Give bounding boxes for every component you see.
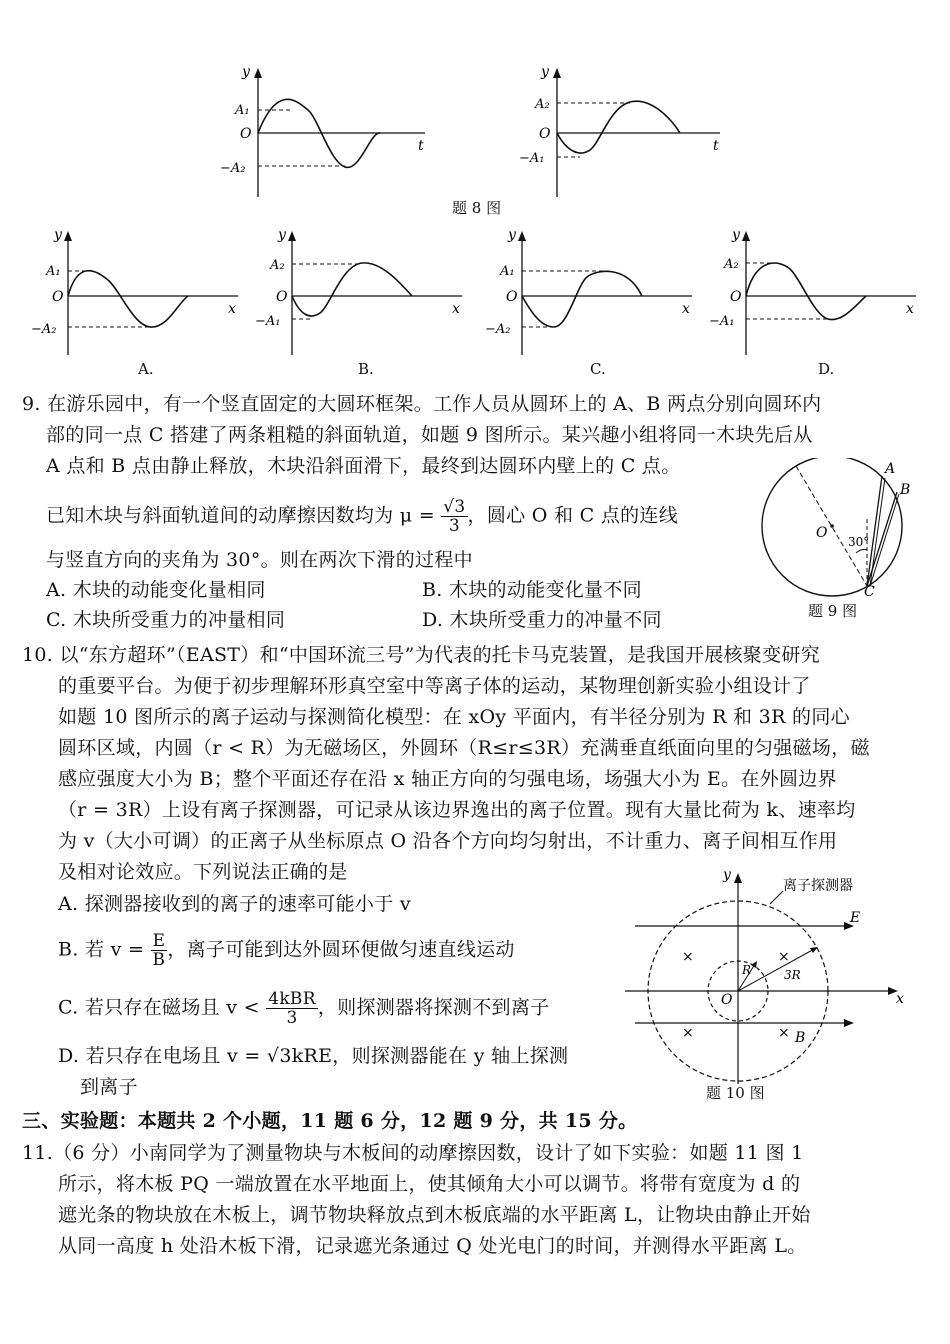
q10-option-b-post: ，离子可能到达外圆环便做匀速直线运动 (167, 938, 515, 961)
axis-y-label: y (508, 227, 516, 243)
q10-line-1: 10. 以“东方超环”（EAST）和“中国环流三号”为代表的托卡马克装置，是我国开展核聚变研究 (22, 644, 820, 666)
fig8-caption: 题 8 图 (452, 199, 502, 217)
q10-option-c-pre: C. 若只存在磁场且 v < (58, 996, 260, 1019)
axis-x-label: x (452, 301, 460, 317)
amp-pos-label: A₂ (724, 257, 739, 272)
origin-label: O (240, 126, 252, 142)
option-a-letter: A. (138, 360, 154, 378)
q11-line-1: 11.（6 分）小南同学为了测量物块与木板间的动摩擦因数，设计了如下实验：如题 11 图 1 (22, 1142, 804, 1164)
fig10-detector-label: 离子探测器 (783, 878, 853, 894)
amp-neg-label: −A₂ (220, 161, 246, 176)
cross-mark-icon: × (682, 1025, 694, 1041)
amp-pos-label: A₁ (500, 264, 515, 279)
q10-option-d-line-2: 到离子 (80, 1076, 138, 1098)
amp-pos-label: A₂ (270, 258, 285, 273)
fig10-caption: 题 10 图 (706, 1084, 765, 1102)
axis-t-label: t (418, 138, 424, 154)
q9-line-5: 与竖直方向的夹角为 30°。则在两次下滑的过程中 (46, 549, 473, 571)
mu-fraction (441, 498, 467, 535)
mu-denominator: 3 (448, 516, 460, 536)
fig9-B-label: B (900, 482, 911, 498)
section-3-heading: 三、实验题：本题共 2 个小题，11 题 6 分，12 题 9 分，共 15 分。 (22, 1110, 638, 1132)
option-c-letter: C. (590, 360, 606, 378)
fig10-ion-detector-diagram (620, 864, 910, 1086)
amp-neg-label: −A₁ (519, 151, 545, 166)
optB-numerator: E (151, 932, 168, 951)
amp-neg-label: −A₂ (485, 322, 511, 337)
fig10-O-label: O (721, 992, 733, 1008)
origin-label: O (276, 289, 288, 305)
origin-label: O (506, 289, 518, 305)
optC-numerator: 4kBR (268, 989, 316, 1009)
fig10-y-label: y (723, 867, 731, 883)
q9-line-4 (46, 498, 678, 535)
q10-line-6: （r = 3R）上设有离子探测器，可记录从该边界逸出的离子位置。现有大量比荷为 k、速率均 (58, 799, 856, 821)
mu-numerator: √3 (443, 497, 466, 517)
q10-line-5: 感应强度大小为 B；整个平面还存在沿 x 轴正方向的匀强电场，场强大小为 E。在外圆边界 (58, 768, 837, 790)
axis-y-label: y (541, 64, 549, 80)
q9-option-b: B. 木块的动能变化量不同 (422, 579, 642, 601)
q9-option-a: A. 木块的动能变化量相同 (46, 579, 266, 601)
axis-y-label: y (278, 227, 286, 243)
cross-mark-icon: × (778, 1025, 790, 1041)
q10-line-2: 的重要平台。为便于初步理解环形真空室中等离子体的运动，某物理创新实验小组设计了 (58, 675, 811, 697)
q10-line-4: 圆环区域，内圆（r < R）为无磁场区，外圆环（R≤r≤3R）充满垂直纸面向里的匀强磁场，磁 (58, 737, 870, 759)
optB-denominator: B (152, 950, 166, 970)
amp-neg-label: −A₂ (31, 322, 57, 337)
fig9-circle-diagram (752, 458, 922, 598)
origin-label: O (52, 289, 64, 305)
fig9-A-label: A (885, 461, 896, 477)
fig9-caption: 题 9 图 (808, 602, 858, 620)
q10-option-b-pre: B. 若 v = (58, 938, 145, 961)
e-over-b-fraction (151, 932, 168, 969)
fig9-C-label: C (864, 584, 875, 598)
q10-option-b (58, 932, 515, 969)
q9-line-1: 9. 在游乐园中，有一个竖直固定的大圆环框架。工作人员从圆环上的 A、B 两点分别向圆环内 (22, 393, 822, 415)
amp-neg-label: −A₁ (709, 314, 735, 329)
option-graph-c (482, 225, 702, 360)
option-graph-b (252, 225, 472, 360)
option-b-letter: B. (358, 360, 374, 378)
axis-t-label: t (713, 138, 719, 154)
origin-label: O (730, 289, 742, 305)
q9-line-4-pre: 已知木块与斜面轨道间的动摩擦因数均为 μ = (46, 504, 435, 527)
q11-line-3: 遮光条的物块放在木板上，调节物块释放点到木板底端的水平距离 L，让物块由静止开始 (58, 1204, 811, 1226)
fig9-angle-label: 30° (848, 535, 870, 549)
fig10-E-label: E (850, 910, 861, 926)
cross-mark-icon: × (682, 949, 694, 965)
fig8-graph-top-left (220, 62, 440, 202)
axis-y-label: y (54, 227, 62, 243)
option-graph-d (706, 225, 926, 360)
q9-line-3: A 点和 B 点由静止释放，木块沿斜面滑下，最终到达圆环内壁上的 C 点。 (46, 455, 681, 477)
q9-option-c: C. 木块所受重力的冲量相同 (46, 609, 286, 631)
v-limit-fraction (266, 990, 318, 1027)
origin-label: O (539, 126, 551, 142)
q10-line-8: 及相对论效应。下列说法正确的是 (58, 861, 348, 883)
axis-y-label: y (732, 227, 740, 243)
axis-x-label: x (906, 301, 914, 317)
optC-denominator: 3 (286, 1008, 298, 1028)
axis-x-label: x (228, 301, 236, 317)
amp-pos-label: A₁ (235, 103, 250, 118)
axis-y-label: y (242, 64, 250, 80)
option-d-letter: D. (818, 360, 835, 378)
q10-line-3: 如题 10 图所示的离子运动与探测简化模型：在 xOy 平面内，有半径分别为 R 和 3R 的同心 (58, 706, 850, 728)
q10-option-c-post: ，则探测器将探测不到离子 (317, 996, 550, 1019)
q11-line-4: 从同一高度 h 处沿木板下滑，记录遮光条通过 Q 处光电门的时间，并测得水平距离 L。 (58, 1235, 807, 1257)
q10-line-7: 为 v（大小可调）的正离子从坐标原点 O 沿各个方向均匀射出，不计重力、离子间相互作用 (58, 830, 838, 852)
fig9-O-label: O (816, 525, 828, 541)
fig10-x-label: x (896, 991, 904, 1007)
fig10-B-label: B (795, 1030, 806, 1046)
q9-option-d: D. 木块所受重力的冲量不同 (422, 609, 662, 631)
amp-pos-label: A₂ (535, 97, 550, 112)
cross-mark-icon: × (778, 949, 790, 965)
fig10-3R-label: 3R (784, 968, 801, 982)
amp-neg-label: −A₁ (255, 314, 281, 329)
q9-line-2: 部的同一点 C 搭建了两条粗糙的斜面轨道，如题 9 图所示。某兴趣小组将同一木块先后从 (46, 424, 813, 446)
q10-option-d-line-1: D. 若只存在电场且 v = √3kRE，则探测器能在 y 轴上探测 (58, 1045, 569, 1067)
q11-line-2: 所示，将木板 PQ 一端放置在水平地面上，使其倾角大小可以调节。将带有宽度为 d 的 (58, 1173, 801, 1195)
fig8-graph-top-right (515, 62, 735, 202)
q9-line-4-post: ，圆心 O 和 C 点的连线 (467, 504, 679, 527)
q10-option-a: A. 探测器接收到的离子的速率可能小于 v (58, 893, 411, 915)
axis-x-label: x (682, 301, 690, 317)
amp-pos-label: A₁ (46, 264, 61, 279)
option-graph-a (28, 225, 248, 360)
q10-option-c (58, 990, 549, 1027)
fig10-R-label: R (742, 963, 752, 977)
